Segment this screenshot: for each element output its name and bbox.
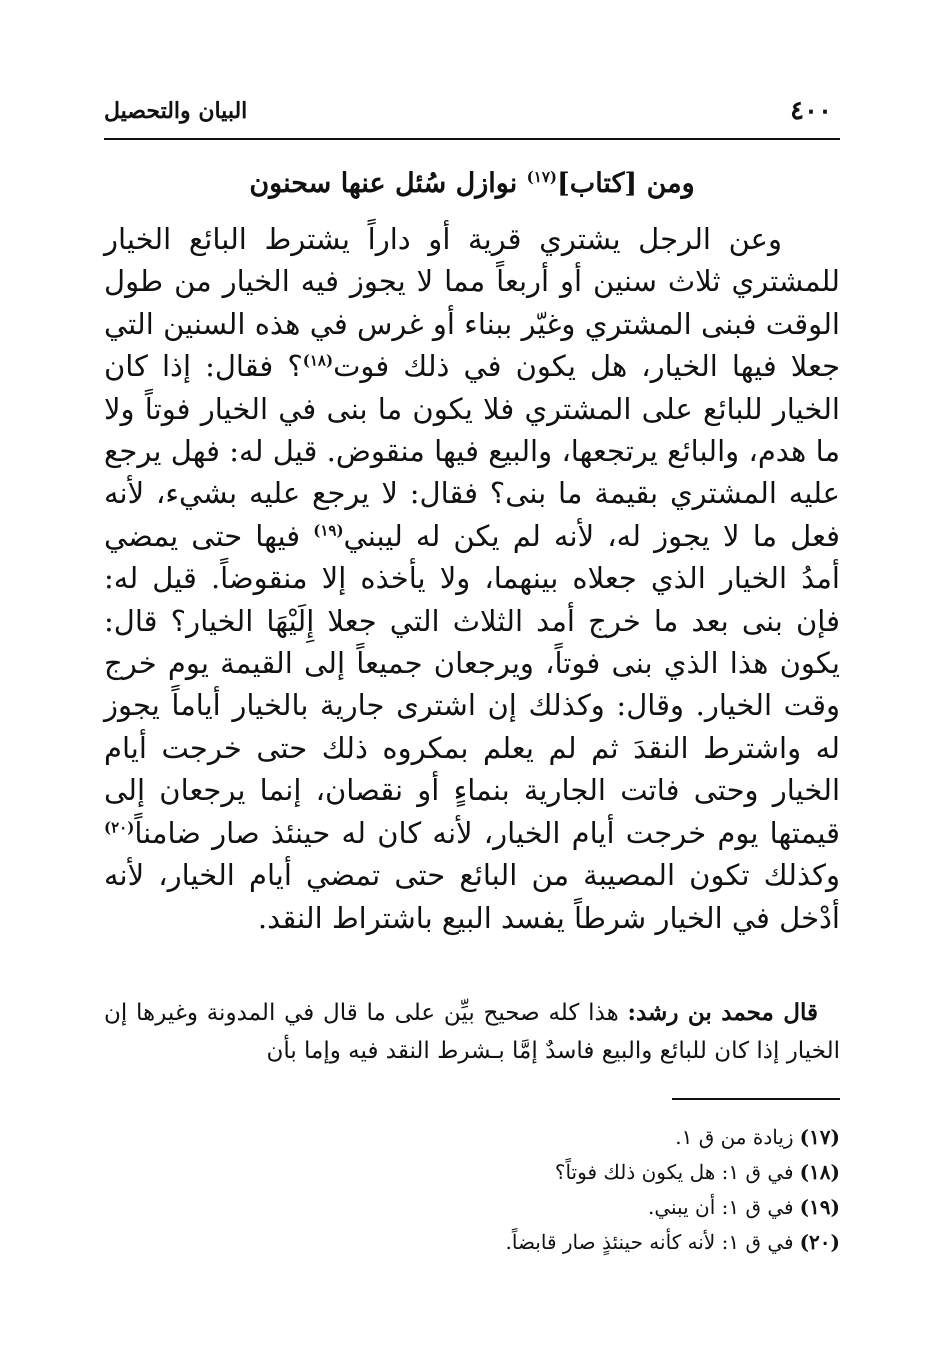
commentary-block [104, 994, 840, 1070]
footnote-text: في ق ١: لأنه كأنه حينئذٍ صار قابضاً. [505, 1230, 794, 1254]
footnote-text: في ق ١: أن يبني. [647, 1195, 794, 1219]
section-title [104, 168, 840, 199]
commentary-paragraph [104, 994, 840, 1070]
page-number: ٤٠٠ [790, 96, 832, 126]
footnote-ref-18[interactable]: (١٨) [302, 351, 334, 370]
header-divider [104, 138, 840, 140]
main-text-part-3: فيها حتى يمضي أمدُ الخيار الذي جعلاه بينهما، ولا يأخذه إلا منقوضاً. قيل له: فإن بنى بعد ما خرج أمد الثلاث التي جعلا إِلَيْهَا الخيار؟ قال: يكون هذا الذي بنى فوتاً، ويرجعان جميعاً إلى القيمة يوم خرج وقت الخيار. وقال: وكذلك إن اشترى جارية بالخيار أياماً يجوز له واشترط النقدَ ثم لم يعلم بمكروه ذلك حتى خرجت أيام الخيار وحتى فاتت الجارية بنماءٍ أو نقصان، إنما يرجعان إلى قيمتها يوم خرجت أيام الخيار، لأنه كان له حينئذ صار ضامناً [104, 518, 840, 850]
section-title-end: نوازل سُئل عنها سحنون [249, 168, 527, 199]
footnote-text: في ق ١: هل يكون ذلك فوتاً؟ [554, 1160, 794, 1184]
footnotes [104, 1120, 840, 1260]
footnote-18 [104, 1155, 840, 1190]
main-paragraph [104, 218, 840, 939]
main-text-part-4: وكذلك تكون المصيبة من البائع حتى تمضي أيام الخيار، لأنه أدْخل في الخيار شرطاً يفسد البيع باشتراط النقد. [104, 858, 840, 935]
footnote-17 [104, 1120, 840, 1155]
main-text [104, 218, 840, 939]
footnote-mark: (١٨) [799, 1160, 840, 1184]
footnote-divider [672, 1098, 840, 1100]
footnote-19 [104, 1190, 840, 1225]
section-title-start: ومن [كتاب] [557, 168, 695, 199]
footnote-mark: (١٧) [799, 1125, 840, 1149]
page-header [104, 96, 840, 136]
footnote-20 [104, 1225, 840, 1260]
footnote-ref-19[interactable]: (١٩) [313, 521, 344, 540]
footnote-mark: (٢٠) [799, 1230, 840, 1254]
footnote-ref-17[interactable]: (١٧) [526, 168, 558, 186]
running-title: البيان والتحصيل [104, 98, 248, 124]
commentary-text: هذا كله صحيح بيِّن على ما قال في المدونة وغيرها إن الخيار إذا كان للبائع والبيع فاسدٌ إمَّا بـشرط النقد فيه وإما بأن [104, 1000, 840, 1064]
main-text-part-1: وعن الرجل يشتري قرية أو داراً يشترط البائع الخيار للمشتري ثلاث سنين أو أربعاً مما لا يجوز فيه الخيار من طول الوقت فبنى المشتري وغيّر ببناء أو غرس في هذه السنين التي جعلا فيها الخيار، هل يكون في ذلك فوت [104, 222, 840, 384]
footnote-ref-20[interactable]: (٢٠) [104, 818, 135, 837]
main-text-part-2: ؟ فقال: إذا كان الخيار للبائع على المشتري فلا يكون ما بنى في الخيار فوتاً ولا ما هدم، والبائع يرتجعها، والبيع فيها منقوض. قيل له: فهل يرجع عليه المشتري بقيمة ما بنى؟ فقال: لا يرجع عليه بشيء، لأنه فعل ما لا يجوز له، لأنه لم يكن له ليبني [104, 349, 841, 553]
footnote-mark: (١٩) [799, 1195, 840, 1219]
footnote-text: زيادة من ق ١. [675, 1125, 794, 1149]
commentary-speaker: قال محمد بن رشد: [627, 999, 818, 1026]
